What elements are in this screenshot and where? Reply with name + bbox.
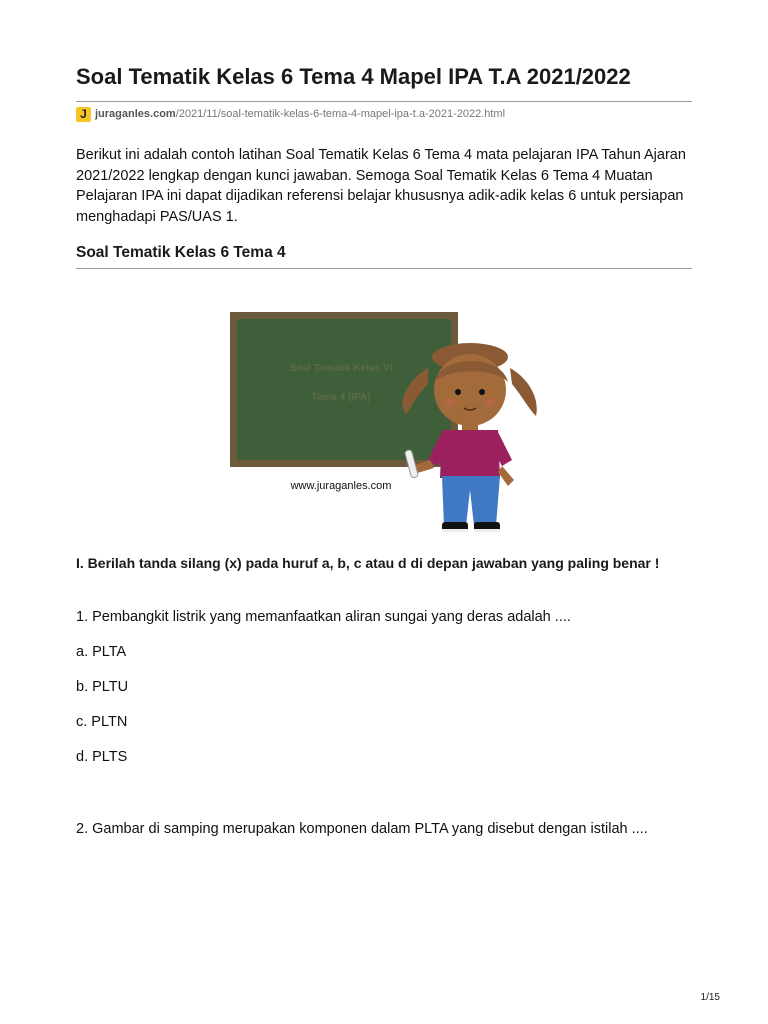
- instruction-text: I. Berilah tanda silang (x) pada huruf a, b, c atau d di depan jawaban yang paling benar !: [76, 555, 660, 571]
- source-link[interactable]: [76, 106, 505, 122]
- question-1-text: 1. Pembangkit listrik yang memanfaatkan aliran sungai yang deras adalah ....: [76, 609, 571, 625]
- chalkboard-girl-image: [228, 310, 548, 542]
- source-path[interactable]: /2021/11/soal-tematik-kelas-6-tema-4-mapel-ipa-t.a-2021-2022.html: [175, 108, 506, 120]
- article-title: Soal Tematik Kelas 6 Tema 4 Mapel IPA T.A 2021/2022: [76, 64, 631, 89]
- intro-paragraph: Berikut ini adalah contoh latihan Soal Tematik Kelas 6 Tema 4 mata pelajaran IPA Tahun Ajaran 2021/2022 lengkap dengan kunci jawaban. Semoga Soal Tematik Kelas 6 Tema 4 Muatan Pelajaran IPA ini dapat dijadikan referensi belajar khususnya adik-adik kelas 6 untuk persiapan menghadapi PAS/UAS 1.: [76, 147, 686, 225]
- question-1-option-b: b. PLTU: [76, 679, 129, 695]
- section-heading: Soal Tematik Kelas 6 Tema 4: [76, 244, 286, 261]
- article-illustration: [228, 310, 548, 542]
- board-text-line1: Soal Tematik Kelas VI: [289, 363, 393, 374]
- question-1-option-c: c. PLTN: [76, 714, 128, 730]
- website-caption: www.juraganles.com: [290, 480, 392, 492]
- page-indicator: 1/15: [700, 992, 720, 1003]
- source-domain[interactable]: juraganles.com: [95, 108, 176, 120]
- section-divider: [76, 268, 692, 269]
- question-1-option-a: a. PLTA: [76, 644, 127, 660]
- question-1-option-d: d. PLTS: [76, 749, 128, 765]
- board-text-line2: Tema 4 (IPA): [311, 392, 371, 403]
- title-divider: [76, 101, 692, 102]
- question-2-text: 2. Gambar di samping merupakan komponen dalam PLTA yang disebut dengan istilah ....: [76, 821, 648, 837]
- site-favicon-icon: J: [76, 107, 91, 122]
